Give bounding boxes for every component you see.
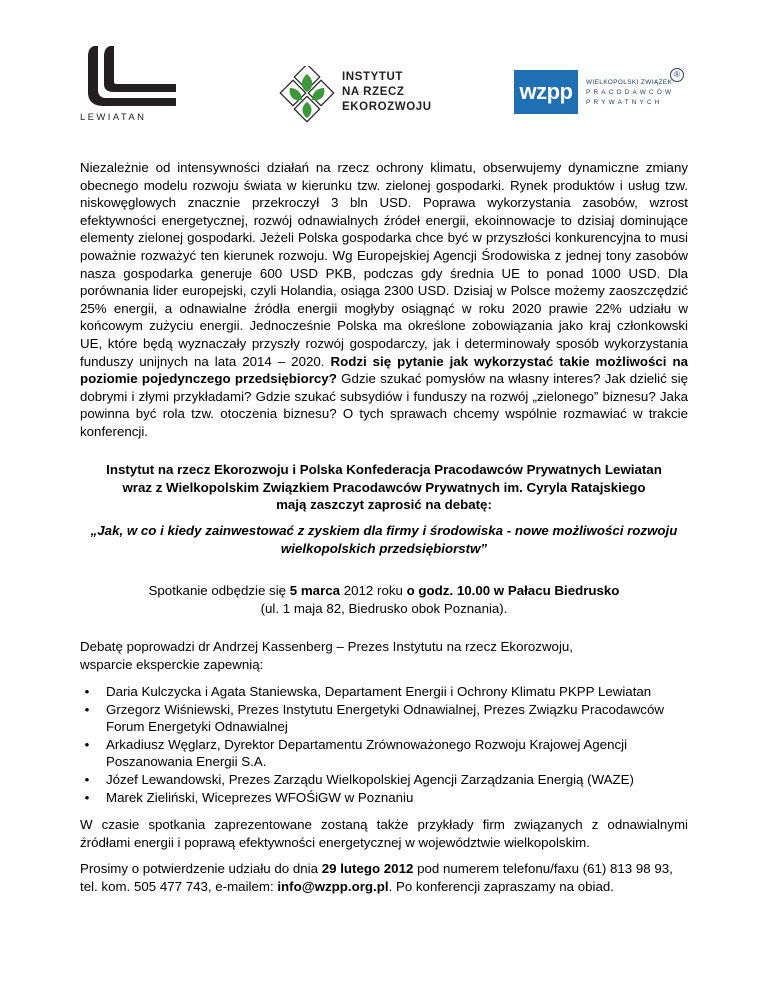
intro-question: Rodzi się pytanie jak wykorzystać takie możliwości na poziomie pojedynczego przedsiębiorcy? [80, 353, 688, 387]
wzpp-line3: PRYWATNYCH [586, 99, 663, 106]
meeting-prefix: Spotkanie odbędzie się [148, 583, 287, 598]
debate-title-line1: „Jak, w co i kiedy zainwestować z zyskiem dla firmy i środowiska - nowe możliwości rozwoju [90, 523, 678, 538]
meeting-info [80, 582, 688, 617]
list-item: • Marek Zieliński, Wiceprezes WFOŚiGW w Poznaniu [106, 789, 688, 807]
lewiatan-logo [80, 44, 184, 130]
meeting-year: 2012 roku [343, 583, 403, 598]
intro-text-continued: Gdzie szukać pomysłów na własny interes? Jak dzielić się dobrymi i złymi przykładami? Gdzie szukać subsydiów i funduszy na rozwój „zielonego” biznesu? Jaka powinna być rola tzw. otoczenia biznesu? O tych sprawach chcemy wspólnie rozmawiać w trakcie konferencji. [80, 371, 689, 439]
ine-logo [276, 66, 436, 126]
debate-title [80, 522, 688, 557]
lewiatan-mark-icon [80, 44, 184, 110]
debate-title-line2: wielkopolskich przedsiębiorstw” [280, 540, 488, 556]
invitation-line1: Instytut na rzecz Ekorozwoju i Polska Konfederacja Pracodawców Prywatnych Lewiatan [106, 462, 662, 477]
meeting-address: (ul. 1 maja 82, Biedrusko obok Poznania). [260, 600, 508, 616]
invitation-block [80, 461, 688, 514]
list-item: • Arkadiusz Węglarz, Dyrektor Departamentu Zrównoważonego Rozwoju Krajowej Agencji Poszanowania Energii S.A. [106, 736, 688, 771]
ine-line2: NA RZECZ [342, 86, 405, 98]
wzpp-line2: PRACODAWCÓW [586, 89, 675, 96]
meeting-time-place: o godz. 10.00 w Pałacu Biedrusko [406, 583, 620, 598]
rsvp-contact: pod numerem telefonu/faxu (61) 813 98 93, tel. kom. 505 477 743, e-mailem: [80, 861, 673, 894]
intro-text: Niezależnie od intensywności działań na rzecz ochrony klimatu, obserwujemy dynamiczne zmiany obecnego modelu rozwoju świata w kierunku tzw. zielonej gospodarki. Rynek produktów i usług tzw. niskowęglowych znacznie przekroczył 3 bln USD. Poprawa wykorzystania zasobów, wzrost efektywności energetycznej, rozwój odnawialnych źródeł energii, ekoinnowacje to dzisiaj dominujące elementy zielonej gospodarki. Jeżeli Polska gospodarka chce być w przyszłości konkurencyjna to musi poważnie rozważyć ten kierunek rozwoju. Wg Europejskiej Agencji Środowiska z jednej tony zasobów nasza gospodarka generuje 600 USD PKB, podczas gdy średnia UE to ponad 1000 USD. Dla porównania lider europejski, czyli Holandia, osiąga 2300 USD. Dzisiaj w Polsce możemy zaoszczędzić 25% energii, a odnawialne źródła energii mogłyby osiągnąć w roku 2020 prawie 22% udziału w końcowym zużyciu energii. Jednocześnie Polska ma określone zobowiązania jako kraj członkowski UE, które będą wyznaczały przyszły rozwój gospodarczy, jak i determinowały sposób wykorzystania funduszy unijnych na lata 2014 – 2020. [80, 160, 688, 369]
invitation-line3: mają zaszczyt zaprosić na debatę: [276, 497, 492, 513]
rsvp-prefix: Prosimy o potwierdzenie udziału do dnia [80, 861, 319, 876]
invitation-line2: wraz z Wielkopolskim Związkiem Pracodawców Prywatnych im. Cyryla Ratajskiego [122, 479, 646, 495]
ine-wordmark [342, 70, 432, 115]
list-item: • Józef Lewandowski, Prezes Zarządu Wielkopolskiej Agencji Zarządzania Energią (WAZE) [106, 771, 688, 789]
wzpp-box: wzpp [514, 70, 578, 114]
rsvp-email-link[interactable]: info@wzpp.org.pl [277, 878, 389, 894]
list-item: • Grzegorz Wiśniewski, Prezes Instytutu Energetyki Odnawialnej, Prezes Związku Pracodawców Forum Energetyki Odnawialnej [106, 701, 688, 736]
logo-header [0, 0, 768, 140]
wzpp-logo [514, 70, 690, 120]
host-line1: Debatę poprowadzi dr Andrzej Kassenberg – Prezes Instytutu na rzecz Ekorozwoju, [80, 639, 573, 654]
meeting-date: 5 marca [289, 583, 341, 598]
host-info [80, 638, 688, 673]
wzpp-wordmark [586, 78, 674, 108]
lewiatan-caption: LEWIATAN [80, 112, 147, 123]
rsvp-suffix: . Po konferencji zapraszamy na obiad. [388, 878, 614, 894]
host-line2: wsparcie eksperckie zapewnią: [80, 656, 264, 672]
ine-line3: EKOROZWOJU [342, 101, 432, 113]
rsvp-paragraph [80, 860, 688, 895]
wzpp-line1: WIELKOPOLSKI ZWIĄZEK [586, 79, 673, 86]
rsvp-deadline: 29 lutego 2012 [321, 861, 414, 876]
intro-paragraph [80, 159, 688, 441]
ine-line1: INSTYTUT [342, 71, 404, 83]
leaves-icon [276, 66, 340, 126]
examples-paragraph: W czasie spotkania zaprezentowane zostaną także przykłady firm związanych z odnawialnymi źródłami energii i poprawą efektywności energetycznej w województwie wielkopolskim. [80, 817, 688, 850]
registered-icon: ® [670, 68, 684, 82]
experts-list [80, 683, 688, 806]
list-item: • Daria Kulczycka i Agata Staniewska, Departament Energii i Ochrony Klimatu PKPP Lewiatan [106, 683, 688, 701]
